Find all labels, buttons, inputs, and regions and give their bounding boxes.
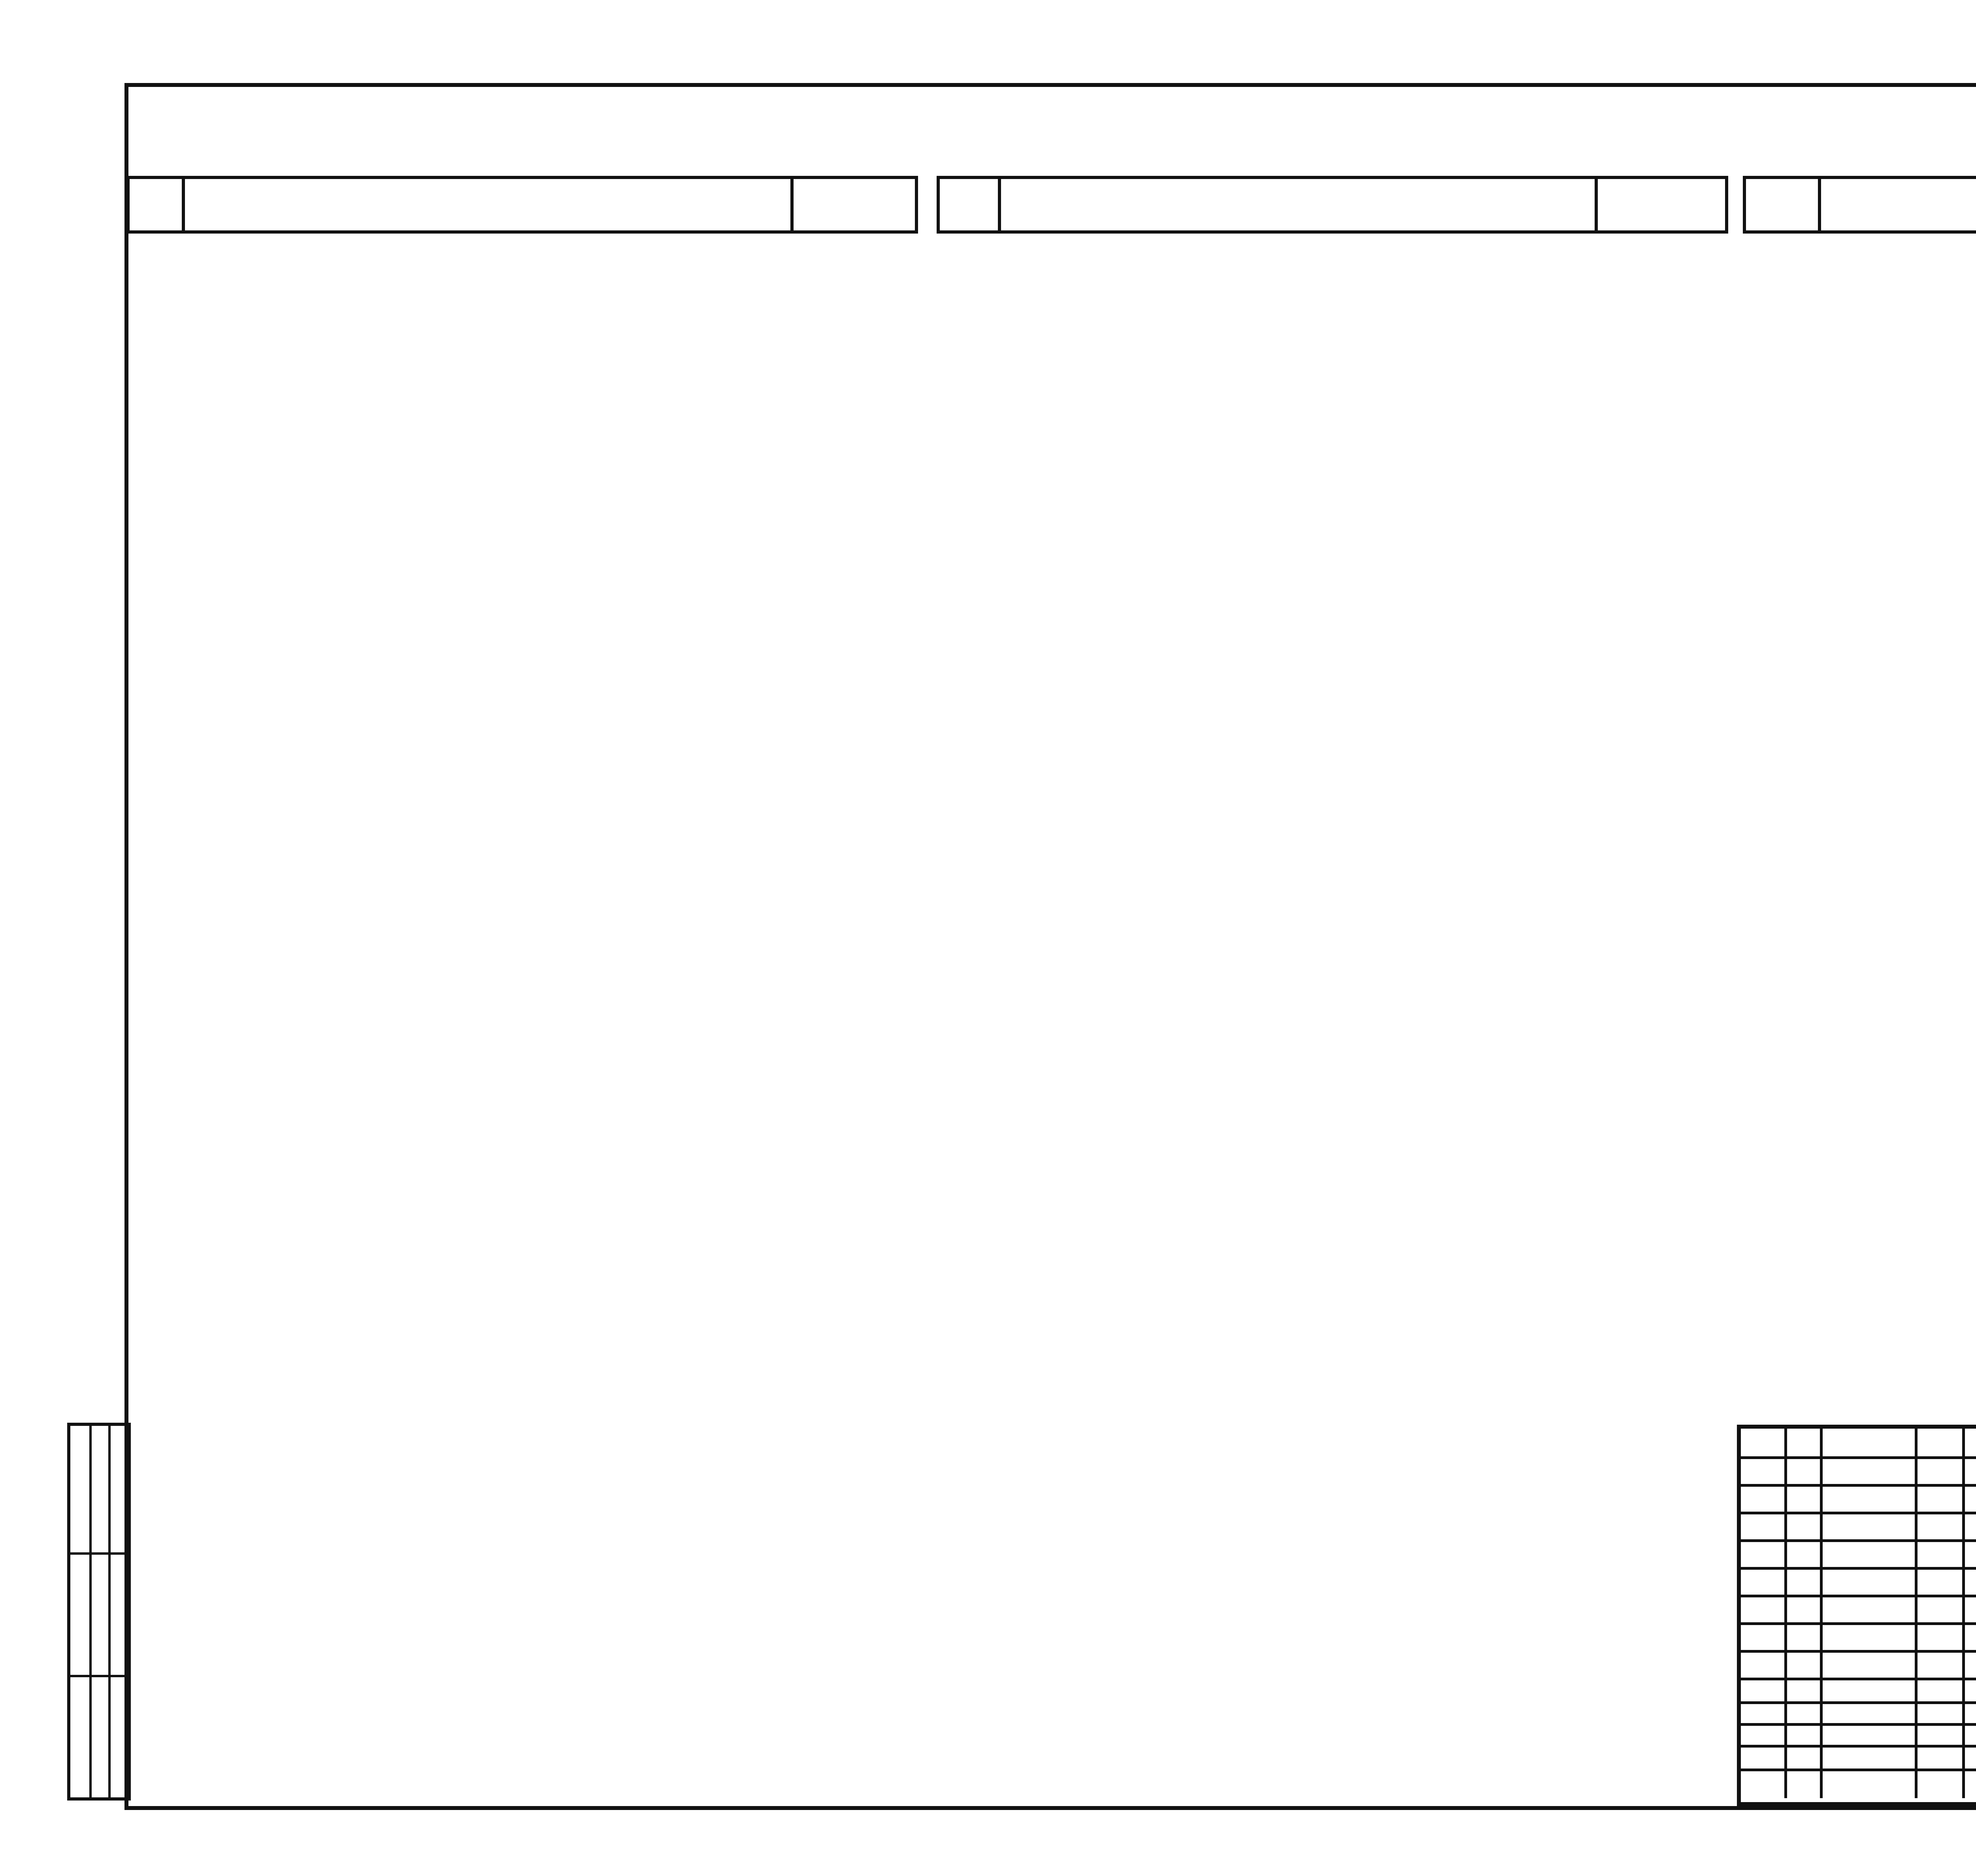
- col-header-name: [1820, 177, 1976, 232]
- col-header-sheet: [1744, 177, 1820, 232]
- register-table-3: [1743, 176, 1976, 234]
- col-header-sheet: [938, 177, 999, 232]
- register-table-2: [937, 176, 1728, 234]
- col-header-note: [1596, 177, 1727, 232]
- outer-frame: [124, 83, 1976, 1810]
- col-header-name: [999, 177, 1596, 232]
- col-header-name: [183, 177, 792, 232]
- register-table-1: [126, 176, 918, 234]
- approval-stamp: [67, 1423, 131, 1801]
- col-header-sheet: [128, 177, 183, 232]
- col-header-note: [792, 177, 916, 232]
- title-block: [1737, 1425, 1976, 1806]
